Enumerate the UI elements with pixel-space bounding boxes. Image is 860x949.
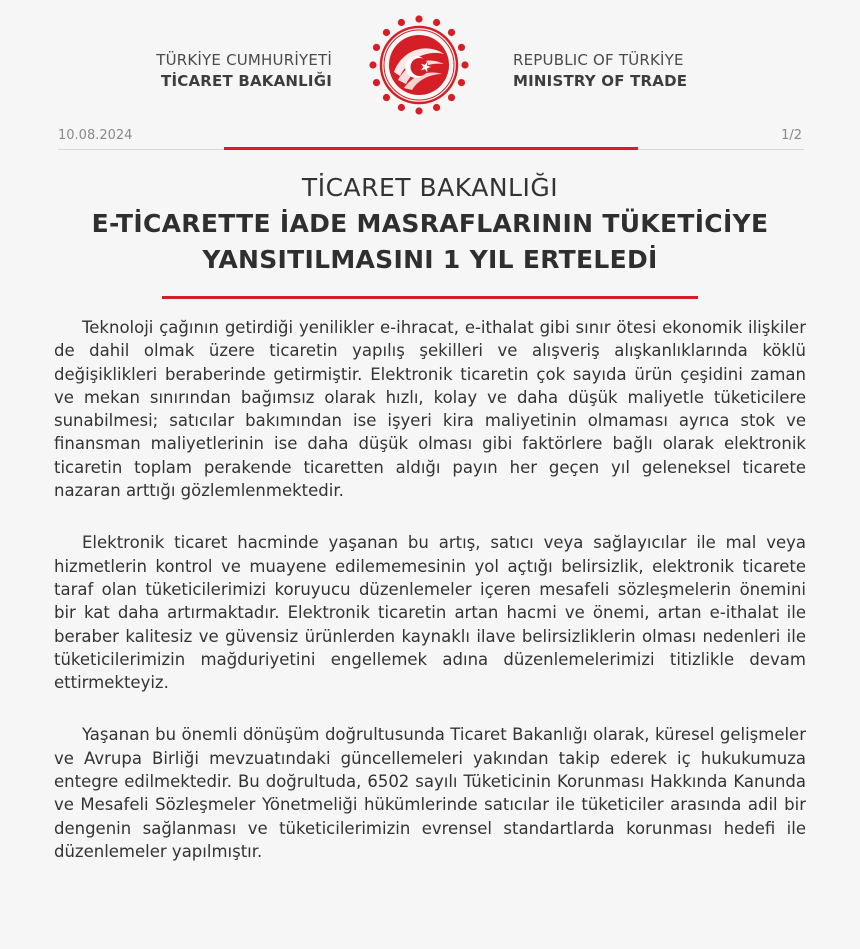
seal-star-dot [415,15,422,22]
letterhead-english [513,50,687,92]
seal-star-dot [369,61,376,68]
seal-star-dot [448,29,455,36]
country-name-tr: TÜRKİYE CUMHURİYETİ [156,51,332,69]
ministry-name-tr: TİCARET BAKANLIĞI [161,72,332,90]
crescent-star-seal-icon [364,10,474,120]
header-accent-rule [224,147,638,150]
page-number: 1/2 [781,128,802,143]
seal-star-dot [433,104,440,111]
title-headline-line2: YANSITILMASINI 1 YIL ERTELEDİ [202,245,658,274]
seal-star-dot [433,19,440,26]
seal-star-dot [458,44,465,51]
seal-star-dot [383,94,390,101]
document-date: 10.08.2024 [58,128,133,143]
seal-star-dot [383,29,390,36]
body-paragraph: Elektronik ticaret hacminde yaşanan bu artış, satıcı veya sağlayıcılar ile mal veya hizmetlerin kontrol ve muayene edilememesinin yol açtığı belirsizlik, elektronik ticarete taraf olan tüketicilerimizi koruyucu düzenlemeler içeren mesafeli sözleşmelerin önemini bir kat daha artırmaktadır. Elektronik ticaretin artan hacmi ve önemi, artan e-ithalat ile beraber kalitesiz ve güvensiz ürünlerden kaynaklı ilave belirsizliklerin olması nedenleri ile tüketicilerimizin mağduriyetini engellemek adına düzenlemelerimizi titizlikle devam ettirmekteyiz. [54,533,806,693]
seal-star-dot [398,104,405,111]
seal-star-dot [373,79,380,86]
country-name-en: REPUBLIC OF TÜRKİYE [513,51,684,69]
seal-star-dot [398,19,405,26]
ministry-name-en: MINISTRY OF TRADE [513,72,688,90]
seal-star-dot [415,107,422,114]
press-release-title [0,170,860,278]
title-headline-line1: E-TİCARETTE İADE MASRAFLARININ TÜKETİCİYE [91,209,769,238]
body-paragraph: Teknoloji çağının getirdiği yenilikler e-ihracat, e-ithalat gibi sınır ötesi ekonomik ilişkiler de dahil olmak üzere ticaretin yapılış şekilleri ve alışveriş alışkanlıklarında köklü değişiklikleri beraberinde getirmiştir. Elektronik ticaretin çok sayıda ürün çeşidini zaman ve mekan sınırından bağımsız olarak hızlı, kolay ve daha düşük maliyetle tüketicilere sunabilmesi; satıcılar bakımından ise işyeri kira maliyetinin olmaması ayrıca stok ve finansman maliyetlerinin ise daha düşük olması gibi faktörlere bağlı olarak elektronik ticaretin toplam perakende ticaretten aldığı payın her geçen yıl geleneksel ticarete nazaran arttığı gözlemlenmektedir. [54,318,806,501]
seal-star-dot [458,79,465,86]
letterhead-turkish [156,50,332,92]
seal-star-dot [448,94,455,101]
letterhead [0,0,860,125]
title-accent-rule [162,296,698,299]
title-issuer: TİCARET BAKANLIĞI [301,173,559,202]
seal-star-dot [373,44,380,51]
body-paragraph: Yaşanan bu önemli dönüşüm doğrultusunda Ticaret Bakanlığı olarak, küresel gelişmeler ve Avrupa Birliği mevzuatındaki güncellemeleri yakından takip ederek iç hukukumuza entegre edilmektedir. Bu doğrultuda, 6502 sayılı Tüketicinin Korunması Hakkında Kanunda ve Mesafeli Sözleşmeler Yönetmeliği hükümlerinde satıcılar ile tüketiciler arasında adil bir dengenin sağlanması ve tüketicilerimizin evrensel standartlarda korunması hedefi ile düzenlemeler yapılmıştır. [54,725,806,861]
seal-star-dot [461,61,468,68]
press-release-body [54,316,806,892]
